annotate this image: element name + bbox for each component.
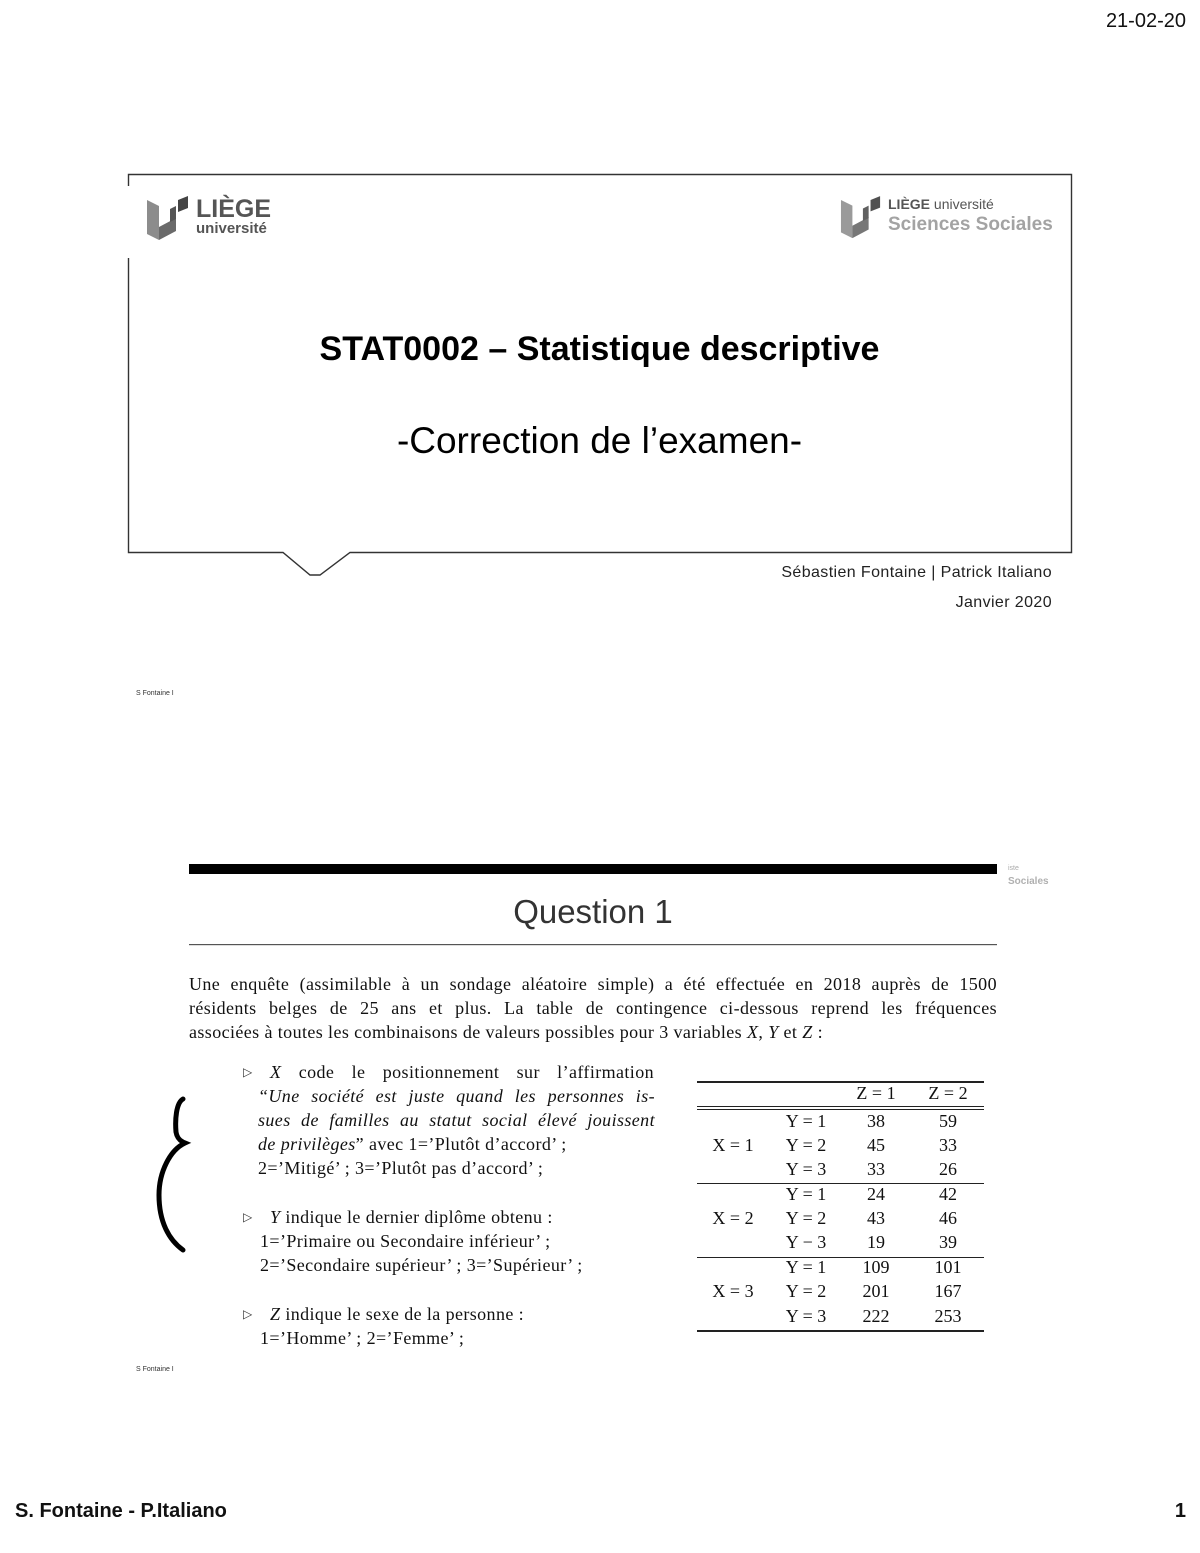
- table-row-label: Y = 1: [785, 1257, 827, 1277]
- table-header-z2: Z = 2: [928, 1083, 968, 1103]
- table-cell: 33: [867, 1159, 885, 1179]
- logo-left-bar: [147, 200, 159, 240]
- table-row-label: Y = 3: [785, 1306, 827, 1326]
- sep-colon: :: [817, 1022, 823, 1042]
- table-cell: 19: [867, 1232, 885, 1252]
- table-header-z1: Z = 1: [856, 1083, 896, 1103]
- bullet-x-line-5: 2=’Mitigé’ ; 3=’Plutôt pas d’accord’ ;: [258, 1158, 544, 1178]
- bullet-x-line-4: [258, 1132, 567, 1156]
- logo-flag: [178, 196, 188, 212]
- slide2-title-bar: [189, 864, 997, 874]
- bullet-y-line-1: [270, 1205, 553, 1229]
- logo-right-faculty: Sciences Sociales: [888, 214, 1053, 235]
- bullet-marker-icon: ▷: [243, 1307, 253, 1321]
- bullet-marker-icon: ▷: [243, 1210, 253, 1224]
- table-row-label: Y = 2: [785, 1135, 827, 1155]
- table-cell: 24: [867, 1184, 885, 1204]
- table-cell: 109: [862, 1257, 890, 1277]
- uliege-logo-mark: [146, 196, 190, 246]
- table-row-label: Y = 1: [785, 1184, 827, 1204]
- table-row-label: Y = 2: [785, 1281, 827, 1301]
- intro-line-3-text: associées à toutes les combinaisons de valeurs possibles pour 3 variables: [189, 1022, 743, 1042]
- intro-line-3: [189, 1020, 823, 1044]
- logo-right-university: [888, 196, 994, 212]
- table-row-label: Y = 1: [785, 1111, 827, 1131]
- table-cell: 45: [867, 1135, 885, 1155]
- bullet-x-var: X: [270, 1062, 282, 1082]
- table-cell: 222: [862, 1306, 890, 1326]
- table-row-label: Y = 2: [785, 1208, 827, 1228]
- contingency-table: [697, 1081, 984, 1333]
- bullet-y-text: indique le dernier diplôme obtenu :: [285, 1207, 553, 1227]
- question-title: Question 1: [513, 893, 673, 930]
- table-header-rule-1: [697, 1106, 984, 1107]
- table-group-label: X = 2: [712, 1208, 754, 1228]
- bullet-y-line-2: 1=’Primaire ou Secondaire inférieur’ ;: [260, 1231, 551, 1251]
- bullet-x-text: code le positionnement sur l’affirmation: [298, 1062, 654, 1082]
- table-cell: 26: [939, 1159, 957, 1179]
- var-z: Z: [802, 1022, 813, 1042]
- table-cell: 39: [939, 1232, 957, 1252]
- table-group-label: X = 1: [712, 1135, 754, 1155]
- slide1-date: Janvier 2020: [955, 594, 1052, 611]
- table-row-label: Y − 3: [785, 1232, 827, 1252]
- intro-line-1: Une enquête (assimilable à un sondage aléatoire simple) a été effectuée en 2018 auprès de 1500: [189, 974, 997, 994]
- table-cell: 42: [939, 1184, 957, 1204]
- bullet-x-line-4-italic: de privilèges: [258, 1134, 356, 1154]
- bullet-z-line-1: [270, 1302, 524, 1326]
- slide1-authors: Sébastien Fontaine | Patrick Italiano: [781, 564, 1052, 581]
- logo-fragment-top: iste: [1008, 865, 1019, 872]
- table-row-label: Y = 3: [785, 1159, 827, 1179]
- logo-flag: [871, 196, 881, 211]
- table-cell: 201: [862, 1281, 890, 1301]
- table-cell: 33: [939, 1135, 957, 1155]
- bullet-y-var: Y: [270, 1207, 281, 1227]
- table-cell: 101: [934, 1257, 962, 1277]
- table-cell: 167: [934, 1281, 962, 1301]
- logo-bottom-bar: [852, 217, 868, 238]
- logo-bottom-bar: [159, 218, 176, 240]
- print-date: 21-02-20: [1105, 10, 1186, 32]
- logo-left-sub: université: [196, 220, 267, 237]
- table-cell: 59: [939, 1111, 957, 1131]
- table-group-label: X = 3: [712, 1281, 754, 1301]
- logo-left-bar: [841, 200, 852, 238]
- intro-line-2: résidents belges de 25 ans et plus. La table de contingence ci-dessous reprend les fréquences: [189, 998, 997, 1018]
- bullet-x-line-3: sues de familles au statut social élevé jouissent: [258, 1110, 655, 1130]
- slide2-footer: S Fontaine I: [136, 1366, 174, 1373]
- sciences-sociales-logo-mark: [840, 196, 882, 244]
- slide1-subtitle: -Correction de l’examen-: [396, 420, 803, 461]
- curly-brace: [159, 1099, 185, 1250]
- slide1-footer: S Fontaine I: [136, 690, 174, 697]
- var-x: X: [747, 1022, 759, 1042]
- table-cell: 253: [934, 1306, 962, 1326]
- var-y: Y: [768, 1022, 779, 1042]
- bullet-z-var: Z: [270, 1304, 281, 1324]
- sep-et: et: [783, 1022, 798, 1042]
- slide2-title-rule: [189, 944, 997, 945]
- table-cell: 38: [867, 1111, 885, 1131]
- logo-right-name: LIÈGE: [888, 196, 931, 212]
- bullet-x-line-2: “Une société est juste quand les personnes is-: [258, 1086, 655, 1106]
- bullet-marker-icon: ▷: [243, 1065, 253, 1079]
- bullet-x-line-4-rest: ” avec 1=’Plutôt d’accord’ ;: [355, 1134, 567, 1154]
- bullet-y-line-3: 2=’Secondaire supérieur’ ; 3=’Supérieur’ ;: [260, 1255, 583, 1275]
- logo-right-sub: université: [933, 196, 994, 212]
- table-bottom-rule: [697, 1330, 984, 1332]
- table-cell: 43: [867, 1208, 885, 1228]
- bullet-x-line-1: [270, 1060, 654, 1084]
- sep-comma: ,: [758, 1022, 764, 1042]
- bullet-z-text: indique le sexe de la personne :: [285, 1304, 525, 1324]
- logo-left-name: LIÈGE: [196, 195, 272, 223]
- logo-fragment-bottom: Sociales: [1008, 876, 1049, 887]
- page-number: 1: [1174, 1500, 1186, 1522]
- slide1-title: STAT0002 – Statistique descriptive: [319, 330, 880, 368]
- bullet-z-line-2: 1=’Homme’ ; 2=’Femme’ ;: [260, 1328, 465, 1348]
- table-cell: 46: [939, 1208, 957, 1228]
- page-footer-authors: S. Fontaine - P.Italiano: [15, 1500, 227, 1522]
